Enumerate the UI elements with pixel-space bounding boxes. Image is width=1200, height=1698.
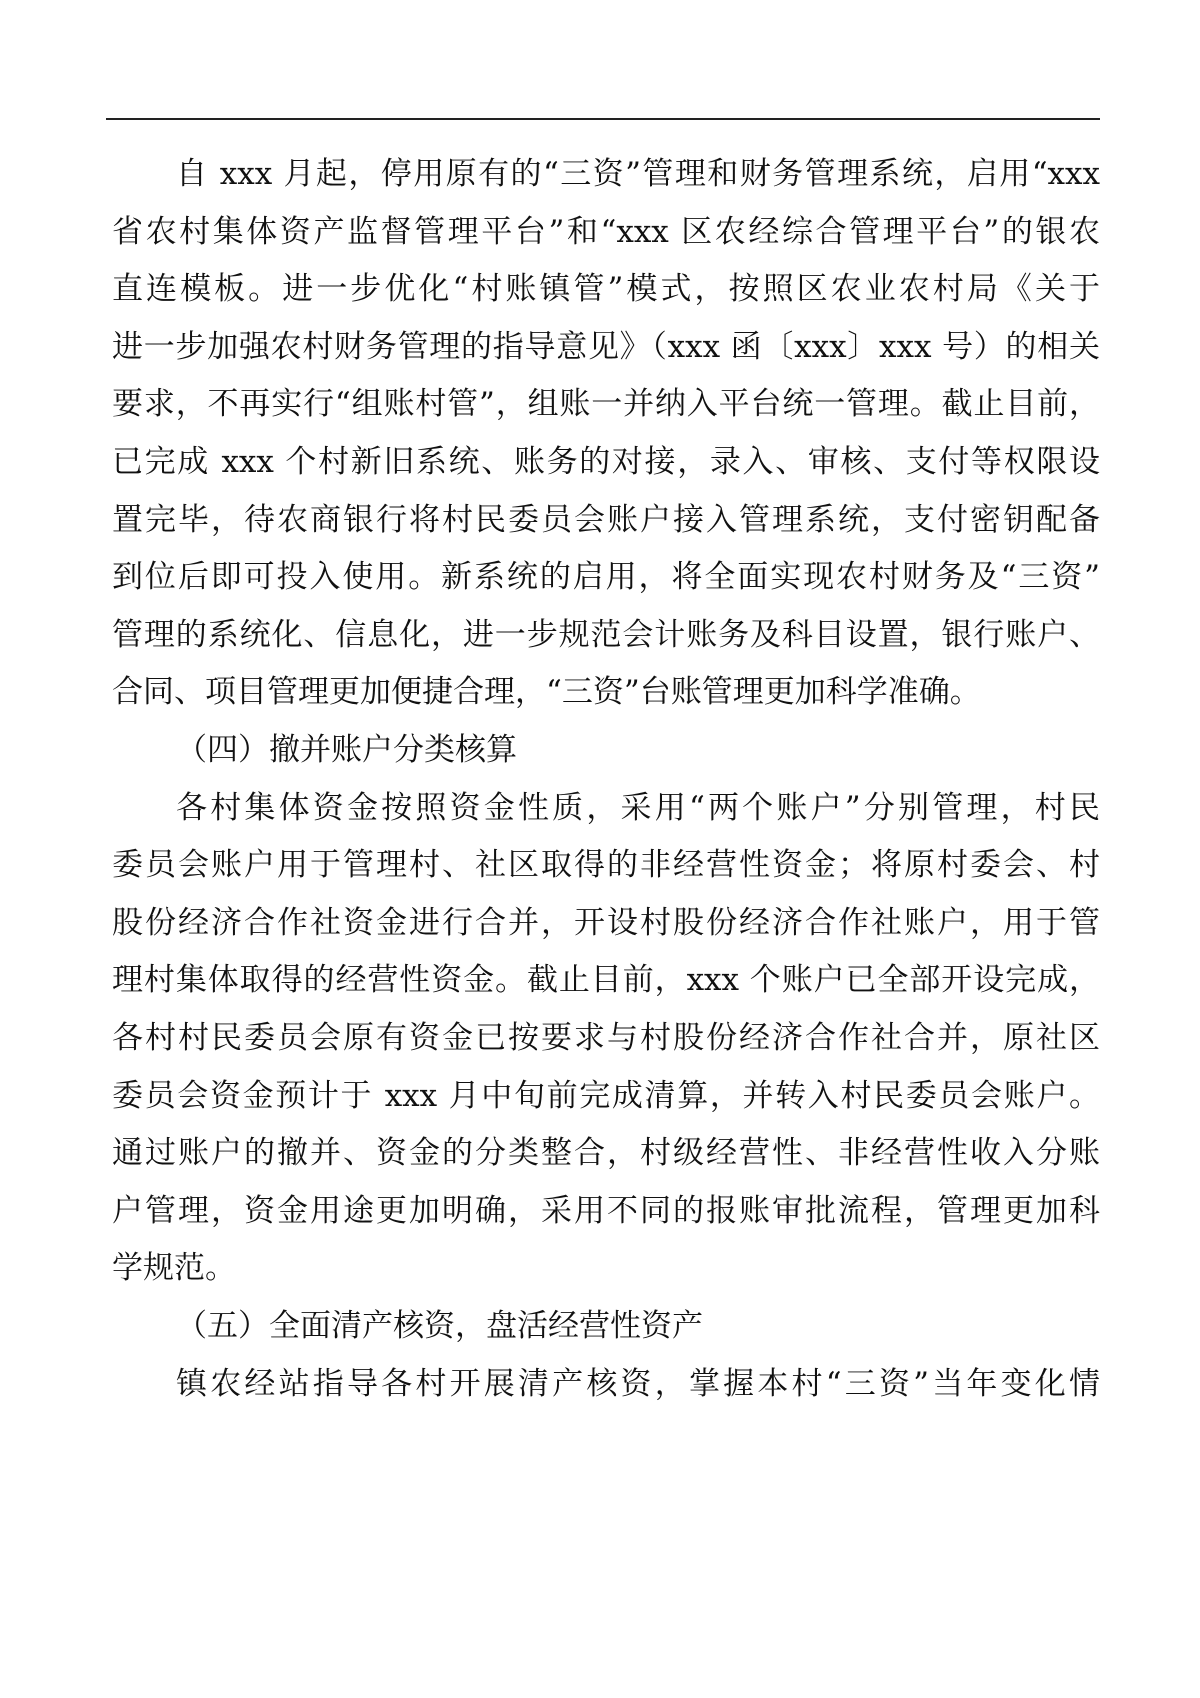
header-rule (106, 118, 1100, 120)
paragraph-line: 委员会账户用于管理村、社区取得的非经营性资金；将原村委会、村 (112, 847, 1100, 884)
paragraph-line: 户管理，资金用途更加明确，采用不同的报账审批流程，管理更加科 (112, 1192, 1100, 1229)
paragraph-line: 各村村民委员会原有资金已按要求与村股份经济合作社合并，原社区 (112, 1020, 1100, 1056)
paragraph-line: 到位后即可投入使用。新系统的启用，将全面实现农村财务及“三资” (112, 559, 1100, 596)
paragraph-first-line: 各村集体资金按照资金性质，采用“两个账户”分别管理，村民 (176, 789, 1100, 826)
paragraph-line: 直连模板。进一步优化“村账镇管”模式，按照区农业农村局《关于 (112, 271, 1100, 308)
paragraph-line: 要求，不再实行“组账村管”，组账一并纳入平台统一管理。截止目前， (112, 386, 1100, 423)
paragraph-line: 进一步加强农村财务管理的指导意见》（xxx 函〔xxx〕xxx 号）的相关 (112, 328, 1100, 365)
paragraph-line: 已完成 xxx 个村新旧系统、账务的对接，录入、审核、支付等权限设 (112, 444, 1100, 480)
paragraph-line: 管理的系统化、信息化，进一步规范会计账务及科目设置，银行账户、 (112, 616, 1100, 653)
paragraph-line: 理村集体取得的经营性资金。截止目前，xxx 个账户已全部开设完成， (112, 962, 1100, 999)
paragraph-line: 股份经济合作社资金进行合并，开设村股份经济合作社账户，用于管 (112, 904, 1100, 941)
paragraph-line: 省农村集体资产监督管理平台”和“xxx 区农经综合管理平台”的银农 (112, 213, 1100, 250)
paragraph-first-line: 镇农经站指导各村开展清产核资，掌握本村“三资”当年变化情 (176, 1365, 1100, 1402)
paragraph-line: 通过账户的撤并、资金的分类整合，村级经营性、非经营性收入分账 (112, 1135, 1100, 1172)
paragraph-line: 学规范。 (112, 1250, 236, 1287)
paragraph-first-line: 自 xxx 月起，停用原有的“三资”管理和财务管理系统，启用“xxx (176, 156, 1100, 192)
paragraph-line: 委员会资金预计于 xxx 月中旬前完成清算，并转入村民委员会账户。 (112, 1077, 1100, 1114)
paragraph-first-line: （五）全面清产核资，盘活经营性资产 (176, 1308, 703, 1344)
paragraph-line: 合同、项目管理更加便捷合理，“三资”台账管理更加科学准确。 (112, 674, 981, 711)
paragraph-line: 置完毕，待农商银行将村民委员会账户接入管理系统，支付密钥配备 (112, 501, 1100, 538)
paragraph-first-line: （四）撤并账户分类核算 (176, 732, 517, 768)
